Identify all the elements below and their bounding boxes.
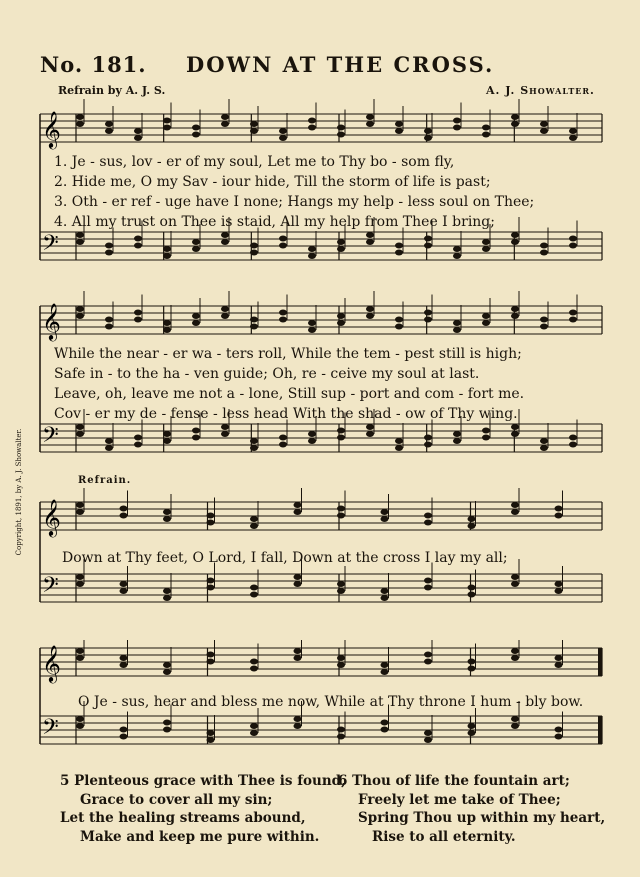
verse-4-line-1: 4. All my trust on Thee is staid, All my help from Thee I bring; <box>54 214 495 230</box>
verse-1-line-2: While the near - er wa - ters roll, While the tem - pest still is high; <box>54 346 522 362</box>
verse-3-line-2: Leave, oh, leave me not a - lone, Still sup - port and com - fort me. <box>54 386 525 402</box>
verse-2-line-2: Safe in - to the ha - ven guide; Oh, re - ceive my soul at last. <box>54 366 480 382</box>
bass-clef-icon: 𝄢 <box>42 231 59 261</box>
treble-clef-icon: 𝄞 <box>42 302 61 340</box>
treble-staff <box>40 99 602 142</box>
stanza-5-line-4: Make and keep me pure within. <box>80 828 320 845</box>
bass-clef-icon: 𝄢 <box>42 573 59 603</box>
stanza-5-line-2: Grace to cover all my sin; <box>80 791 273 808</box>
hymn-number: No. 181. <box>40 52 147 77</box>
refrain-line-2: O Je - sus, hear and bless me now, While at Thy throne I hum - bly bow. <box>78 694 584 710</box>
treble-clef-icon: 𝄞 <box>42 110 61 148</box>
treble-clef-icon: 𝄞 <box>42 644 61 682</box>
music-system-1 <box>30 98 610 288</box>
copyright-notice: Copyright, 1891, by A. J. Showalter. <box>15 428 23 556</box>
verse-3-line-1: 3. Oth - er ref - uge have I none; Hangs my help - less soul on Thee; <box>54 194 535 210</box>
music-system-3 <box>30 488 610 648</box>
treble-clef-icon: 𝄞 <box>42 498 61 536</box>
treble-staff <box>40 640 602 676</box>
composer-credit: A. J. Showalter. <box>486 84 595 97</box>
refrain-line-1: Down at Thy feet, O Lord, I fall, Down at the cross I lay my all; <box>62 550 508 566</box>
stanza-6-line-1: 6 Thou of life the fountain art; <box>338 773 570 789</box>
treble-staff <box>40 488 602 530</box>
stanza-6-line-4: Rise to all eternity. <box>372 828 516 845</box>
music-system-2 <box>30 290 610 480</box>
stanza-5-line-3: Let the healing streams abound, <box>60 810 306 826</box>
bass-clef-icon: 𝄢 <box>42 423 59 453</box>
stanza-6-line-3: Spring Thou up within my heart, <box>358 810 606 826</box>
refrain-credit: Refrain by A. J. S. <box>58 84 166 97</box>
stanza-5-line-1: 5 Plenteous grace with Thee is found, <box>60 773 346 789</box>
bass-clef-icon: 𝄢 <box>42 715 59 745</box>
treble-staff <box>40 291 602 334</box>
verse-2-line-1: 2. Hide me, O my Sav - iour hide, Till the storm of life is past; <box>54 174 491 190</box>
hymn-title: DOWN AT THE CROSS. <box>186 52 495 77</box>
verse-4-line-2: Cov - er my de - fense - less head With the shad - ow of Thy wing. <box>54 406 518 422</box>
stanza-6-line-2: Freely let me take of Thee; <box>358 791 561 808</box>
verse-1-line-1: 1. Je - sus, lov - er of my soul, Let me to Thy bo - som fly, <box>54 154 455 170</box>
stanza-6 <box>338 772 605 846</box>
refrain-label: Refrain. <box>78 475 132 486</box>
stanza-5 <box>60 772 346 846</box>
